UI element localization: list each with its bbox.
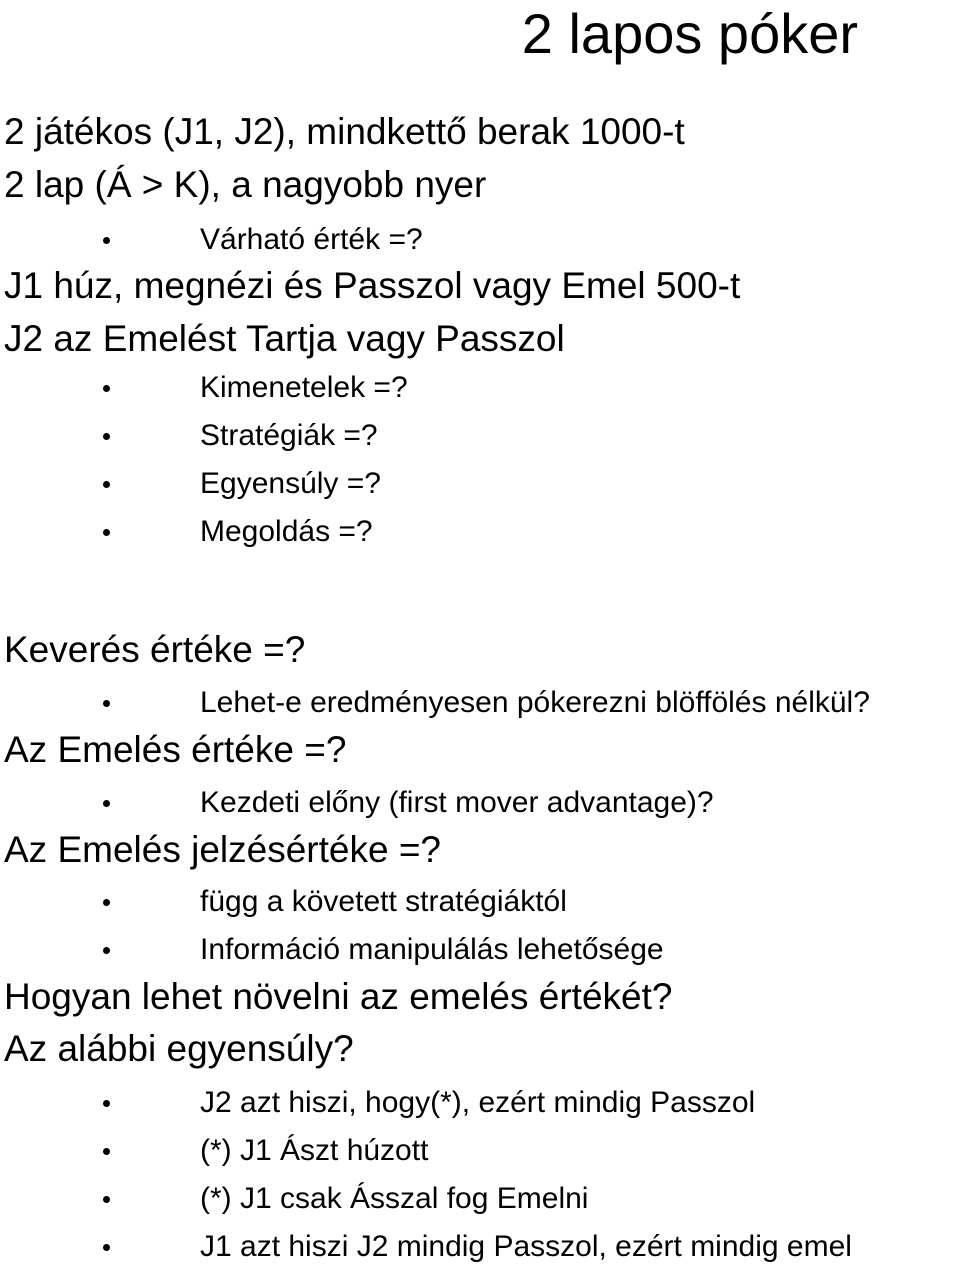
bullet-text: Egyensúly =? — [200, 467, 381, 500]
text-line: J1 húz, megnézi és Passzol vagy Emel 500-t — [4, 265, 741, 306]
bullet-icon — [103, 1100, 110, 1107]
bullet-text: Kezdeti előny (first mover advantage)? — [200, 786, 714, 819]
bullet-text: Stratégiák =? — [200, 419, 378, 452]
bullet-text: (*) J1 Ászt húzott — [200, 1134, 429, 1167]
bullet-text: függ a követett stratégiáktól — [200, 885, 567, 918]
bullet-icon — [103, 1244, 110, 1251]
bullet-text: Megoldás =? — [200, 515, 373, 548]
bullet-text: Kimenetelek =? — [200, 371, 408, 404]
bullet-icon — [103, 899, 110, 906]
bullet-text: Információ manipulálás lehetősége — [200, 933, 664, 966]
section-heading: Hogyan lehet növelni az emelés értékét? — [4, 976, 673, 1017]
bullet-icon — [103, 237, 110, 244]
section-heading: Az Emelés értéke =? — [4, 729, 347, 770]
bullet-icon — [103, 385, 110, 392]
bullet-text: J2 azt hiszi, hogy(*), ezért mindig Passzol — [200, 1086, 756, 1119]
text-line: 2 játékos (J1, J2), mindkettő berak 1000-t — [4, 111, 685, 152]
section-heading: Keverés értéke =? — [4, 629, 306, 670]
bullet-icon — [103, 700, 110, 707]
section-heading: Az Emelés jelzésértéke =? — [4, 829, 442, 870]
bullet-icon — [103, 529, 110, 536]
bullet-text: Várható érték =? — [200, 223, 423, 256]
bullet-icon — [103, 481, 110, 488]
bullet-text: (*) J1 csak Ásszal fog Emelni — [200, 1182, 589, 1215]
bullet-icon — [103, 800, 110, 807]
bullet-icon — [103, 1196, 110, 1203]
section-heading: Az alábbi egyensúly? — [4, 1028, 354, 1069]
bullet-text: Lehet-e eredményesen pókerezni blöffölés nélkül? — [200, 686, 870, 719]
text-line: J2 az Emelést Tartja vagy Passzol — [4, 318, 565, 359]
bullet-icon — [103, 1148, 110, 1155]
bullet-icon — [103, 433, 110, 440]
page-title: 2 lapos póker — [521, 2, 858, 65]
bullet-icon — [103, 947, 110, 954]
text-line: 2 lap (Á > K), a nagyobb nyer — [4, 164, 487, 205]
bullet-text: J1 azt hiszi J2 mindig Passzol, ezért mindig emel — [200, 1230, 852, 1263]
